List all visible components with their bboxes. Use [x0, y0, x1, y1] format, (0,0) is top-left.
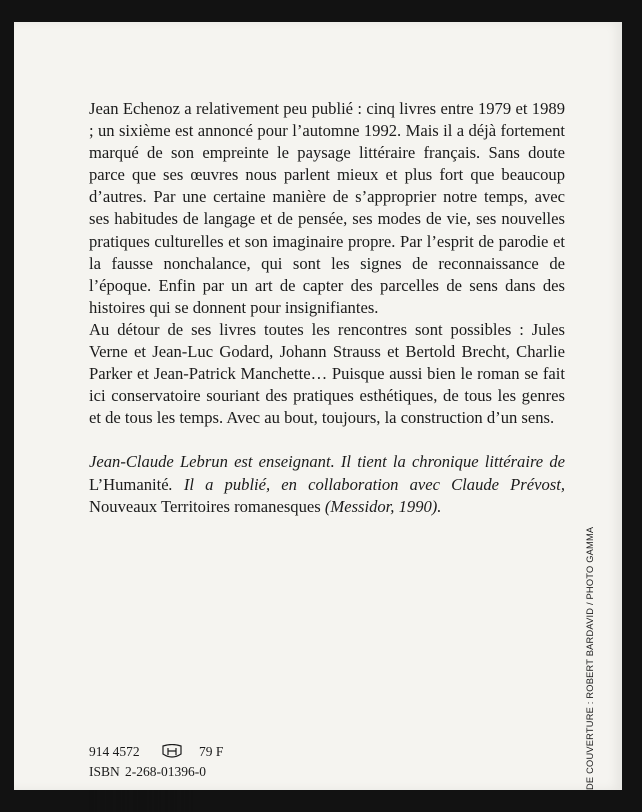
barcode-bar [123, 790, 125, 812]
book-title: Nouveaux Territoires romanesques [89, 496, 321, 516]
isbn-label: ISBN [89, 764, 120, 779]
author-note-part-1: Jean-Claude Lebrun est enseignant. Il tient la chronique littéraire de [89, 452, 565, 472]
newspaper-title: L’Humanité [89, 474, 169, 494]
barcode-bar [155, 790, 158, 812]
barcode-bar [116, 790, 121, 812]
barcode-bar [159, 790, 161, 812]
barcode-bar [166, 790, 168, 812]
catalog-number: 914 4572 [89, 744, 140, 759]
author-note-part-3: . Il a publié, en collaboration avec Claude Prévost, [168, 474, 565, 494]
barcode-bar [191, 790, 193, 812]
isbn-number: 2-268-01396-0 [125, 764, 206, 779]
back-cover [14, 22, 622, 790]
barcode-bar [171, 790, 174, 812]
barcode-bar [150, 790, 152, 812]
barcode-bar [107, 790, 109, 812]
author-note-part-5: (Messidor, 1990). [320, 496, 442, 516]
blurb-paragraph-2: Au détour de ses livres toutes les rencontres sont possibles : Jules Verne et Jean-Luc Godard, Johann Strauss et Bertold Brecht, Charlie Parker et Jean-Patrick Manchette… Puisque aussi bien le roman se fait ici conservatoire souriant des pratiques esthétiques, de tous les genres et de tous les temps. Avec au bout, toujours, la construction d’un sens. [89, 319, 565, 428]
barcode-bar [142, 790, 147, 812]
blurb-text [89, 98, 565, 518]
codes-block [89, 742, 223, 782]
barcode-bar [110, 790, 113, 812]
barcode-bar [89, 790, 94, 812]
price: 79 F [199, 744, 224, 759]
barcode-bar [175, 790, 177, 812]
photo-credit: DE COUVERTURE : ROBERT BARDAVID / PHOTO GAMMA [585, 526, 595, 790]
author-note [89, 451, 565, 517]
barcode-bar [182, 790, 184, 812]
barcode-bar [185, 790, 188, 812]
publisher-logo-icon [157, 744, 187, 760]
barcode-bar [139, 790, 141, 812]
barcode-bar [127, 790, 129, 812]
barcode-bar [95, 790, 97, 812]
barcode-bar [134, 790, 137, 812]
barcode [89, 790, 249, 812]
barcode-bar [100, 790, 105, 812]
blurb-paragraph-1: Jean Echenoz a relativement peu publié : cinq livres entre 1979 et 1989 ; un sixième est annoncé pour l’automne 1992. Mais il a déjà fortement marqué de son empreinte le paysage littéraire français. Sans doute parce que ses œuvres nous parlent mieux et plus fort que beaucoup d’autres. Par une certaine manière de s’approprier notre temps, avec ses habitudes de langage et de pensée, ses modes de vie, ses nouvelles pratiques culturelles et son imaginaire propre. Par l’esprit de parodie et la fausse nonchalance, qui sont les signes de reconnaissance de l’époque. Enfin par un art de capter des parcelles de sens dans des histoires qui se donnent pour insignifiantes. [89, 99, 565, 317]
